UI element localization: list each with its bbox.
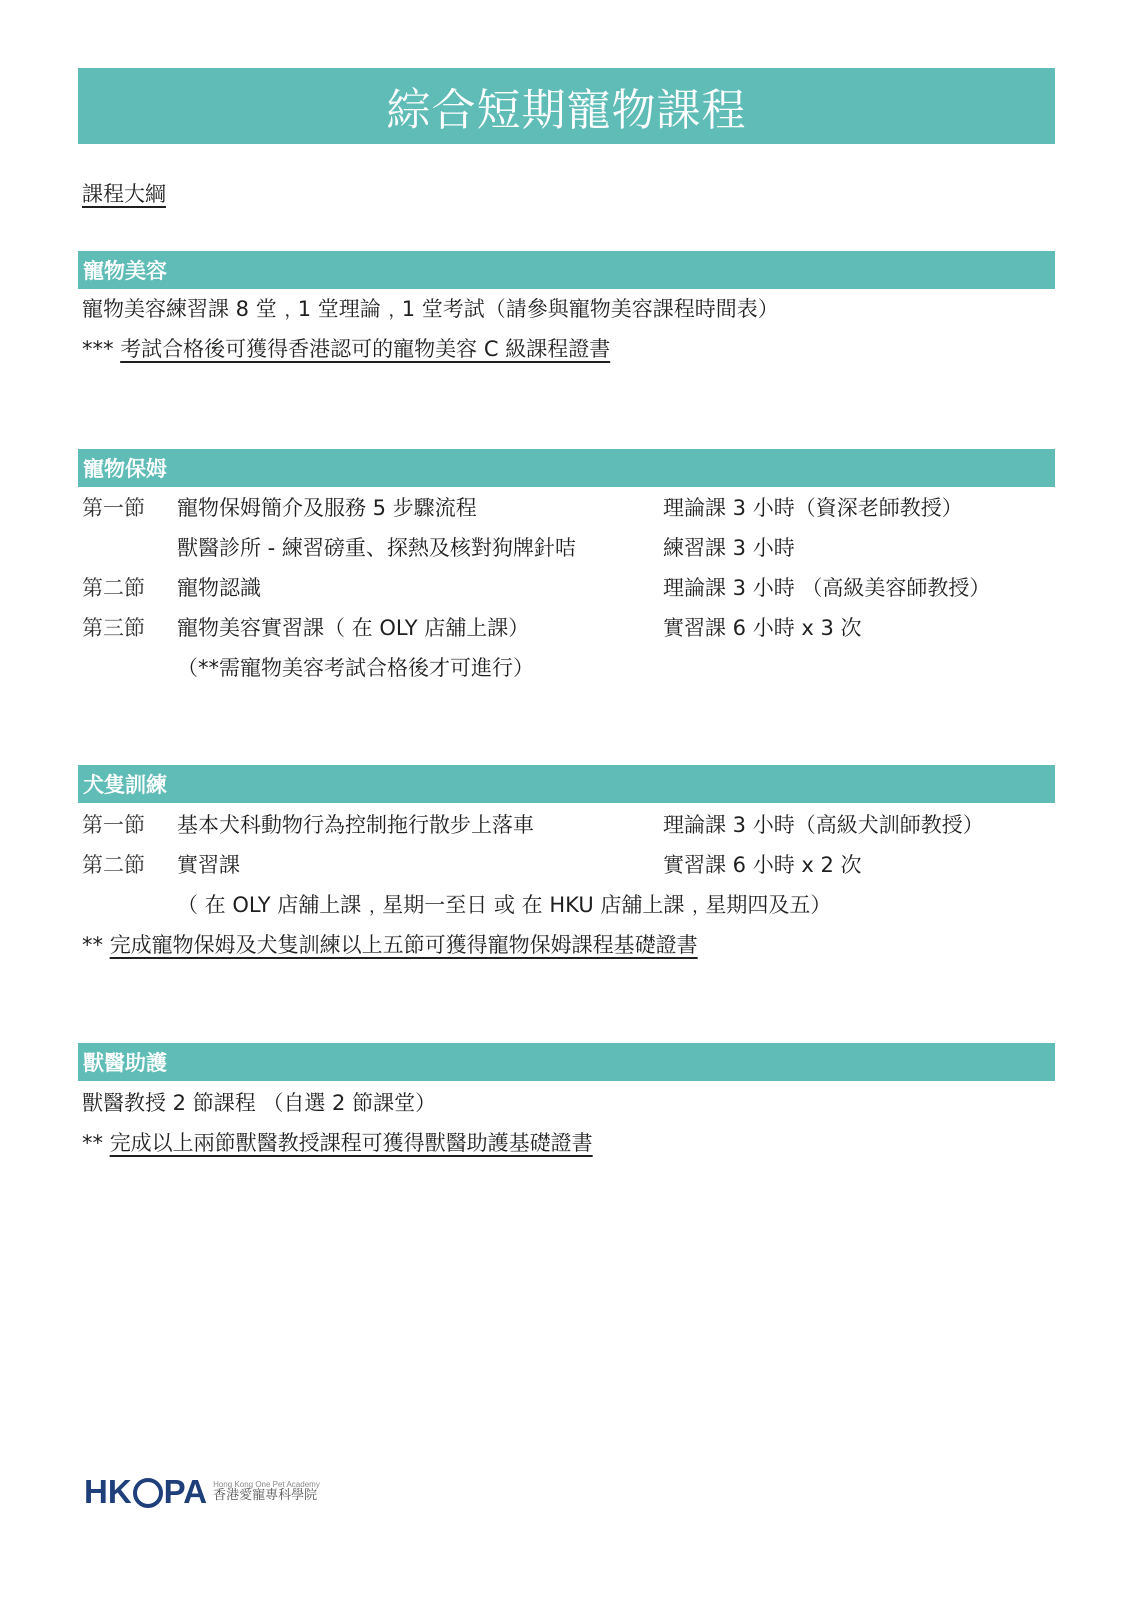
- training-row-1-content: 基本犬科動物行為控制拖行散步上落車: [177, 813, 534, 837]
- logo-english-name: Hong Kong One Pet Academy: [213, 1479, 320, 1489]
- nanny-row-5-content: （**需寵物美容考試合格後才可進行）: [177, 656, 534, 680]
- page-title-text: 綜合短期寵物課程: [386, 85, 747, 136]
- logo-text: [213, 1480, 320, 1504]
- training-row-2-detail: 實習課 6 小時 x 2 次: [663, 853, 862, 877]
- section-header-training: 犬隻訓練: [78, 765, 1055, 803]
- hkopa-logo: [84, 1472, 320, 1512]
- grooming-note: [82, 334, 610, 364]
- ring-icon: [133, 1478, 163, 1508]
- training-note: [82, 930, 698, 960]
- vet-certificate-link[interactable]: 完成以上兩節獸醫教授課程可獲得獸醫助護基礎證書: [109, 1131, 593, 1155]
- nanny-certificate-link[interactable]: 完成寵物保姆及犬隻訓練以上五節可獲得寵物保姆課程基礎證書: [109, 933, 698, 957]
- nanny-row-1-detail: 理論課 3 小時（資深老師教授）: [663, 496, 963, 520]
- logo-mark: [84, 1473, 207, 1511]
- nanny-row-3-label: 第二節: [82, 576, 145, 600]
- logo-mark-left: HK: [84, 1473, 132, 1510]
- section-header-nanny: 寵物保姆: [78, 449, 1055, 487]
- training-row-1-label: 第一節: [82, 813, 145, 837]
- nanny-row-1-label: 第一節: [82, 496, 145, 520]
- grooming-description: 寵物美容練習課 8 堂﹐1 堂理論﹐1 堂考試（請參與寵物美容課程時間表）: [82, 297, 779, 321]
- logo-mark-right: PA: [163, 1473, 208, 1510]
- course-outline-link[interactable]: 課程大綱: [82, 182, 166, 206]
- vet-note-prefix: **: [82, 1131, 103, 1155]
- grooming-certificate-link[interactable]: 考試合格後可獲得香港認可的寵物美容 C 級課程證書: [120, 337, 611, 361]
- section-header-vet: 獸醫助護: [78, 1043, 1055, 1081]
- logo-chinese-name: 香港愛寵專科學院: [213, 1488, 318, 1504]
- vet-note: [82, 1128, 593, 1158]
- nanny-row-2-detail: 練習課 3 小時: [663, 536, 795, 560]
- nanny-row-1-content: 寵物保姆簡介及服務 5 步驟流程: [177, 496, 477, 520]
- training-note-prefix: **: [82, 933, 103, 957]
- nanny-row-4-detail: 實習課 6 小時 x 3 次: [663, 616, 862, 640]
- nanny-row-4-label: 第三節: [82, 616, 145, 640]
- nanny-row-3-content: 寵物認識: [177, 576, 261, 600]
- section-header-grooming: 寵物美容: [78, 251, 1055, 289]
- training-location-line: （ 在 OLY 店舖上課﹐星期一至日 或 在 HKU 店舖上課﹐星期四及五）: [177, 893, 832, 917]
- page-title: [78, 68, 1055, 144]
- nanny-row-2-content: 獸醫診所 - 練習磅重、探熱及核對狗牌針咭: [177, 536, 576, 560]
- nanny-row-4-content: 寵物美容實習課（ 在 OLY 店舖上課）: [177, 616, 530, 640]
- vet-description: 獸醫教授 2 節課程 （自選 2 節課堂）: [82, 1091, 437, 1115]
- training-row-2-label: 第二節: [82, 853, 145, 877]
- training-row-1-detail: 理論課 3 小時（高級犬訓師教授）: [663, 813, 984, 837]
- training-row-2-content: 實習課: [177, 853, 240, 877]
- nanny-row-3-detail: 理論課 3 小時 （高級美容師教授）: [663, 576, 991, 600]
- grooming-note-prefix: ***: [82, 337, 114, 361]
